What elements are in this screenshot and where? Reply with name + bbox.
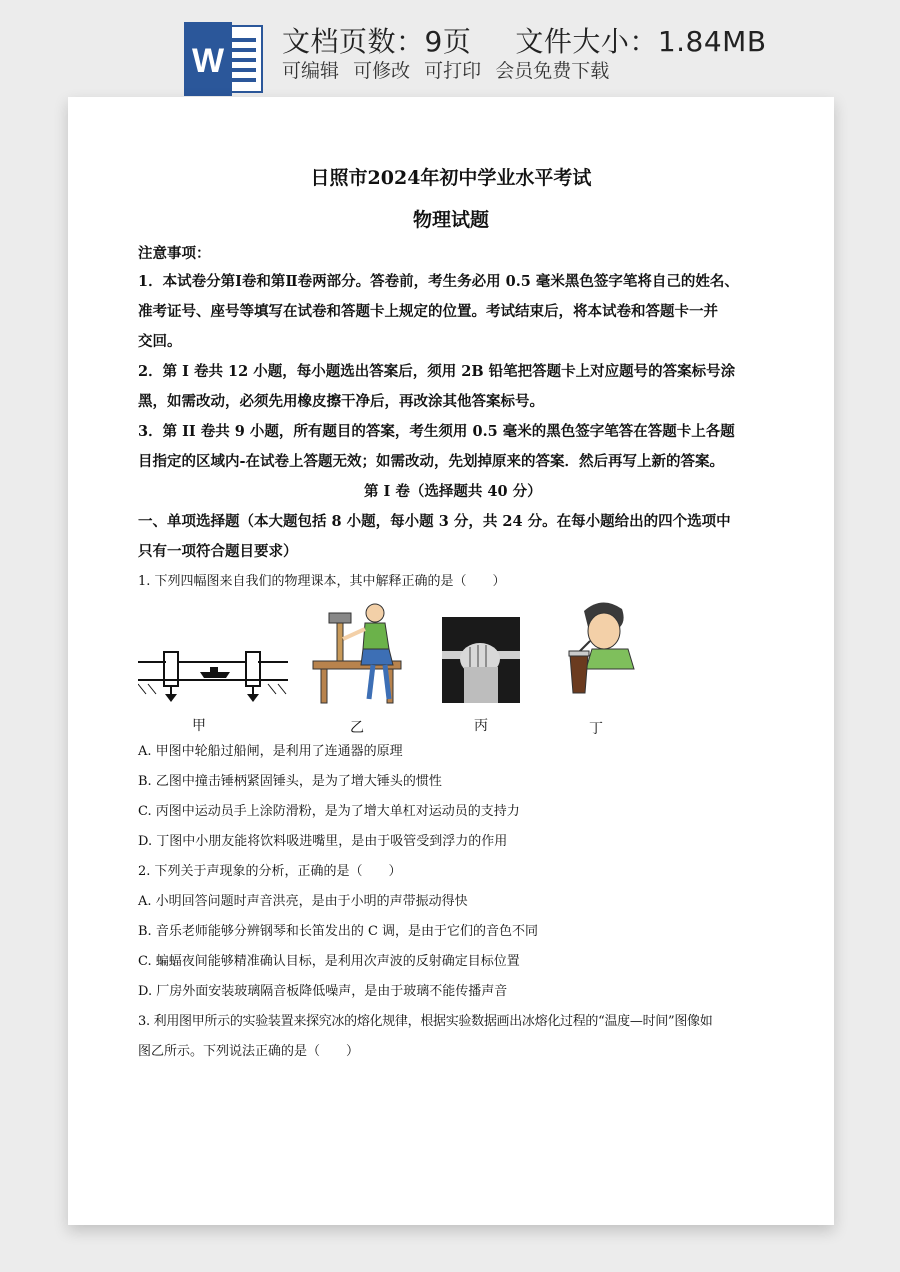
- page-subtitle: 物理试题: [412, 209, 489, 231]
- hand-bar-figure: [442, 617, 520, 703]
- notice-line: 3．第 II 卷共 9 小题，所有题目的答案，考生须用 0.5 毫米的黑色签字笔答在答题卡上各题: [138, 423, 735, 440]
- feature-modifiable: 可修改: [353, 60, 411, 82]
- question-2-option: C. 蝙蝠夜间能够精准确认目标，是利用次声波的反射确定目标位置: [138, 954, 520, 969]
- feature-printable: 可打印: [424, 60, 482, 82]
- notice-heading: 注意事项：: [138, 245, 211, 262]
- notice-line: 目指定的区域内-在试卷上答题无效；如需改动，先划掉原来的答案．然后再写上新的答案。: [138, 453, 725, 470]
- notice-line: 准考证号、座号等填写在试卷和答题卡上规定的位置。考试结束后，将本试卷和答题卡一并: [138, 303, 718, 320]
- part-heading: 一、单项选择题（本大题包括 8 小题，每小题 3 分，共 24 分。在每小题给出的四个选项中: [138, 513, 731, 530]
- feature-list: [282, 56, 617, 83]
- figure-caption: 甲: [192, 718, 206, 734]
- file-size: 文件大小：1.84MB: [515, 25, 767, 58]
- feature-editable: 可编辑: [282, 60, 340, 82]
- question-1-option: B. 乙图中撞击锤柄紧固锤头，是为了增大锤头的惯性: [138, 774, 442, 789]
- svg-text:W: W: [191, 42, 225, 80]
- ship-lock-figure: [138, 642, 288, 708]
- notice-line: 交回。: [138, 333, 182, 350]
- question-1-stem: 1. 下列四幅图来自我们的物理课本，其中解释正确的是（ ）: [138, 574, 506, 589]
- notice-line: 2．第 I 卷共 12 小题，每小题选出答案后，须用 2B 铅笔把答题卡上对应题号的答案标号涂: [138, 363, 736, 380]
- figure-caption: 丙: [474, 718, 488, 734]
- section-title: 第 I 卷（选择题共 40 分）: [364, 483, 542, 500]
- file-info: [282, 20, 775, 60]
- question-2-option: D. 厂房外面安装玻璃隔音板降低噪声，是由于玻璃不能传播声音: [138, 984, 508, 999]
- figure-caption: 乙: [350, 720, 364, 736]
- figure-caption: 丁: [589, 721, 603, 737]
- question-1-option: C. 丙图中运动员手上涂防滑粉，是为了增大单杠对运动员的支持力: [138, 804, 520, 819]
- download-banner: [0, 0, 900, 100]
- word-icon: [184, 22, 264, 96]
- part-heading: 只有一项符合题目要求）: [138, 543, 298, 560]
- question-3-stem: 3. 利用图甲所示的实验装置来探究冰的熔化规律，根据实验数据画出冰熔化过程的“温度—时间”图像如: [138, 1014, 713, 1029]
- question-3-stem: 图乙所示。下列说法正确的是（ ）: [138, 1044, 360, 1059]
- hammer-bench-figure: [303, 599, 413, 709]
- question-2-option: A. 小明回答问题时声音洪亮，是由于小明的声带振动得快: [138, 894, 468, 909]
- child-drinking-figure: [566, 597, 638, 701]
- notice-line: 1．本试卷分第Ⅰ卷和第Ⅱ卷两部分。答卷前，考生务必用 0.5 毫米黑色签字笔将自己的姓名、: [138, 273, 739, 290]
- question-2-stem: 2. 下列关于声现象的分析，正确的是（ ）: [138, 864, 402, 879]
- question-2-option: B. 音乐老师能够分辨钢琴和长笛发出的 C 调，是由于它们的音色不同: [138, 924, 539, 939]
- notice-line: 黑，如需改动，必须先用橡皮擦干净后，再改涂其他答案标号。: [138, 393, 544, 410]
- page-count: 文档页数：9页: [282, 25, 472, 58]
- document-page: [68, 97, 834, 1225]
- page-title: 日照市2024年初中学业水平考试: [310, 167, 592, 189]
- feature-free-download[interactable]: 会员免费下载: [495, 60, 610, 82]
- question-1-option: A. 甲图中轮船过船闸，是利用了连通器的原理: [138, 744, 403, 759]
- question-1-option: D. 丁图中小朋友能将饮料吸进嘴里，是由于吸管受到浮力的作用: [138, 834, 508, 849]
